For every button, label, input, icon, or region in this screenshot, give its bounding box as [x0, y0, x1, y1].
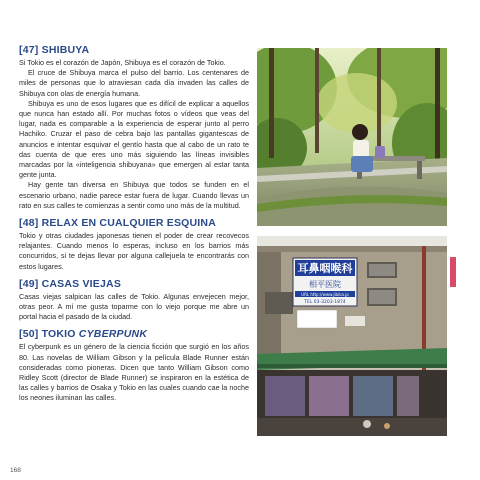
- sign-url: URL http://www.jibika.jp: [301, 292, 349, 297]
- paragraph: Tokio y otras ciudades japonesas tienen el poder de crear recovecos relajantes. Cuando menos lo esperas, incluso en los barrios más concurridos, si te dejas llevar por alguna callejuela te encontrarás con estos lugares.: [19, 231, 249, 271]
- text-column: [19, 44, 249, 404]
- paragraph: Casas viejas salpican las calles de Tokio. Algunas envejecen mejor, otras peor. A mí me gusta toparme con lo viejo porque me abre un portal hacia el pasado de la ciudad.: [19, 291, 249, 322]
- section-title: [19, 278, 249, 290]
- old-house-photo: [257, 236, 447, 436]
- section-number: [47]: [19, 44, 39, 56]
- page-number: 168: [10, 467, 21, 474]
- sign-kanji-mid: 相平医院: [309, 280, 341, 289]
- section-number: [49]: [19, 277, 39, 290]
- page-edge-accent: [450, 257, 456, 287]
- section-48: [19, 217, 249, 272]
- section-50: [19, 328, 249, 403]
- paragraph: Si Tokio es el corazón de Japón, Shibuya es el corazón de Tokio.: [19, 58, 226, 67]
- paragraph: Shibuya es uno de esos lugares que es difícil de explicar a aquellos que nunca han estado allí. Por muchas fotos o vídeos que veas del lugar, nada es comparable a la experiencia de esperar junto al perro Hachiko. Cruzar el paso de cebra bajo las pantallas gigantescas de anuncios e intentar esquivar el gentío hasta que al cabo de un rato te das cuenta de que eres uno más siguiendo las líneas invisibles marcadas por la «inteligencia shibuyana» que emergen al estar tanta gente junta.: [19, 98, 249, 180]
- sign-kanji-top: 耳鼻咽喉科: [297, 262, 353, 275]
- sign-tel: TEL 03-3203-1874: [304, 300, 346, 305]
- section-heading: CASAS VIEJAS: [41, 277, 122, 290]
- section-heading: TOKIO: [41, 328, 76, 341]
- section-title: [19, 328, 249, 340]
- section-number: [48]: [19, 217, 39, 230]
- section-47: [19, 44, 249, 211]
- section-heading: RELAX EN CUALQUIER ESQUINA: [41, 217, 216, 230]
- section-heading: SHIBUYA: [41, 44, 90, 56]
- paragraph: El cyberpunk es un género de la ciencia ficción que surgió en los años 80. Las novelas de William Gibson y la película Blade Runner están consideradas como pioneras. Dicen que tanto William Gibson como Ridley Scott (director de Blade Runner) se inspiraron en la estética de las calles y barrios de Osaka y Tokio en las cuales cuando cae la noche los neones iluminan las calles.: [19, 342, 249, 403]
- section-heading-emphasis: CYBERPUNK: [78, 328, 148, 341]
- paragraph: Hay gente tan diversa en Shibuya que todos se funden en el escenario urbano, nadie parece estar fuera de lugar. Cuando llevas un rato en sus calles te comienzas a sentir como uno más de la multitud.: [19, 180, 249, 210]
- paragraph: El cruce de Shibuya marca el pulso del barrio. Los centenares de miles de personas que lo atraviesan cada día invaden las calles de Shibuya con olas de energía humana.: [19, 68, 249, 98]
- section-title: [19, 217, 249, 229]
- section-49: [19, 278, 249, 323]
- section-title: [19, 44, 249, 56]
- park-bench-photo: [257, 48, 447, 226]
- section-number: [50]: [19, 328, 39, 341]
